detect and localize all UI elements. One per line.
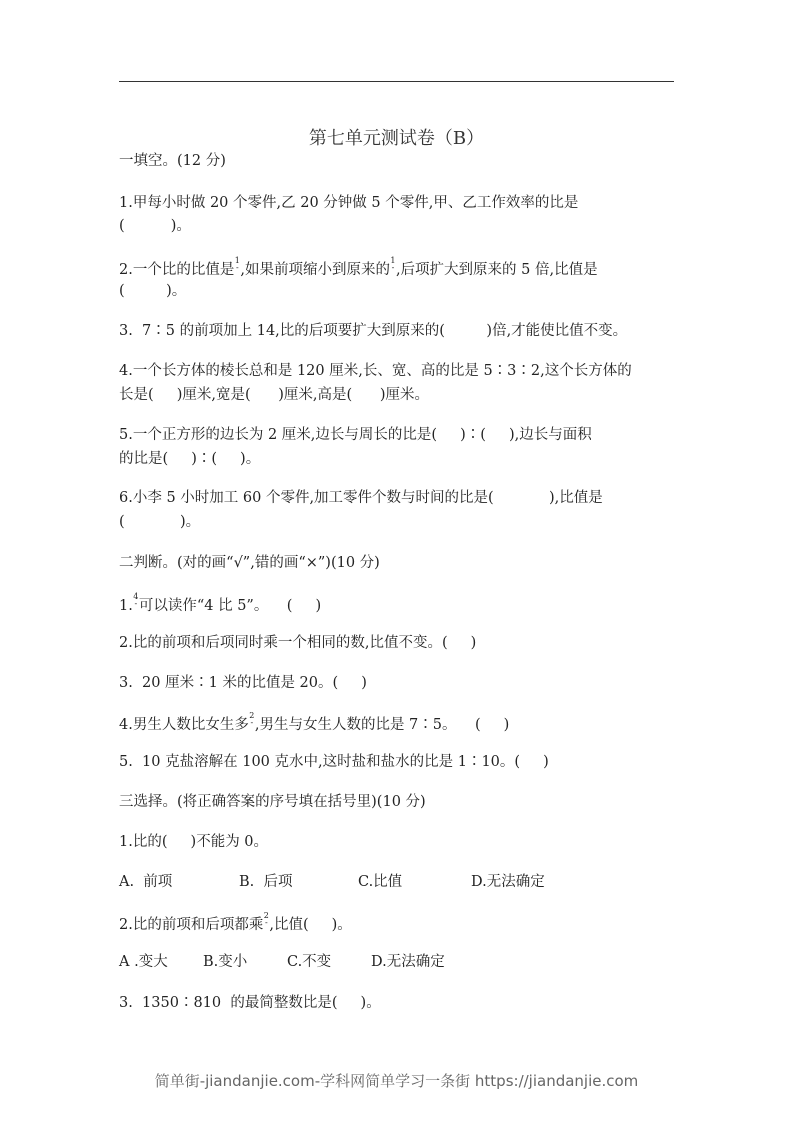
q3-2-option-b: B.变小 xyxy=(203,954,248,970)
text: 2.比的前项和后项都乘 xyxy=(119,917,264,933)
fraction: 1 - xyxy=(390,256,396,272)
fraction: 2 - xyxy=(263,911,269,927)
q1-5-line1: 5.一个正方形的边长为 2 厘米,边长与周长的比是( )∶( ),边长与面积 xyxy=(119,427,592,443)
text: 可以读作“4 比 5”。 ( ) xyxy=(138,598,322,614)
q3-2-option-d: D.无法确定 xyxy=(371,954,445,970)
fraction: 2 - xyxy=(249,711,255,727)
numerator: 1 xyxy=(234,256,240,265)
page-title: 第七单元测试卷（B） xyxy=(308,128,485,149)
q3-1-option-b: B. 后项 xyxy=(239,874,293,890)
q1-5-line2: 的比是( )∶( )。 xyxy=(119,451,261,467)
q2-4 xyxy=(119,712,509,735)
fraction: 4 - xyxy=(133,592,139,608)
q3-1-option-a: A. 前项 xyxy=(119,874,173,890)
q3-2-option-a: A .变大 xyxy=(119,954,168,970)
text: ,如果前项缩小到原来的 xyxy=(240,262,390,278)
q1-3: 3. 7∶5 的前项加上 14,比的后项要扩大到原来的( )倍,才能使比值不变。 xyxy=(119,323,628,339)
section-1-heading: 一填空。(12 分) xyxy=(119,153,226,169)
header-rule xyxy=(119,81,674,82)
text: ,男生与女生人数的比是 7∶5。 ( ) xyxy=(254,717,510,733)
text: 4.男生人数比女生多 xyxy=(119,717,249,733)
q1-6-line2: ( )。 xyxy=(119,514,201,530)
q2-3: 3. 20 厘米∶1 米的比值是 20。( ) xyxy=(119,675,367,691)
section-2-heading: 二判断。(对的画“√”,错的画“×”)(10 分) xyxy=(119,555,380,571)
numerator: 2 xyxy=(249,711,255,720)
q1-1-line1: 1.甲每小时做 20 个零件,乙 20 分钟做 5 个零件,甲、乙工作效率的比是 xyxy=(119,195,579,211)
numerator: 1 xyxy=(390,256,396,265)
q1-1-line2: ( )。 xyxy=(119,218,191,234)
fraction: 1 - xyxy=(234,256,240,272)
q1-2-line1 xyxy=(119,257,598,280)
q1-4-line1: 4.一个长方体的棱长总和是 120 厘米,长、宽、高的比是 5∶3∶2,这个长方体的 xyxy=(119,363,632,379)
q1-2-line2: ( )。 xyxy=(119,283,187,299)
q2-1 xyxy=(119,593,321,616)
q1-4-line2: 长是( )厘米,宽是( )厘米,高是( )厘米。 xyxy=(119,387,430,403)
q3-3: 3. 1350∶810 的最简整数比是( )。 xyxy=(119,995,381,1011)
q3-1-option-c: C.比值 xyxy=(358,874,403,890)
footer-watermark: 简单街-jiandanjie.com-学科网简单学习一条街 https://jiandanjie.com xyxy=(154,1072,639,1090)
q2-2: 2.比的前项和后项同时乘一个相同的数,比值不变。( ) xyxy=(119,635,477,651)
q3-1: 1.比的( )不能为 0。 xyxy=(119,834,269,850)
q3-2-option-c: C.不变 xyxy=(287,954,332,970)
q3-1-option-d: D.无法确定 xyxy=(471,874,545,890)
numerator: 4 xyxy=(133,592,139,601)
numerator: 2 xyxy=(263,911,269,920)
text: ,后项扩大到原来的 5 倍,比值是 xyxy=(395,262,598,278)
text: 1. xyxy=(119,598,133,614)
q2-5: 5. 10 克盐溶解在 100 克水中,这时盐和盐水的比是 1∶10。( ) xyxy=(119,754,549,770)
text: 2.一个比的比值是 xyxy=(119,262,235,278)
text: ,比值( )。 xyxy=(269,917,352,933)
q1-6-line1: 6.小李 5 小时加工 60 个零件,加工零件个数与时间的比是( ),比值是 xyxy=(119,490,603,506)
section-3-heading: 三选择。(将正确答案的序号填在括号里)(10 分) xyxy=(119,794,426,810)
q3-2 xyxy=(119,912,352,935)
